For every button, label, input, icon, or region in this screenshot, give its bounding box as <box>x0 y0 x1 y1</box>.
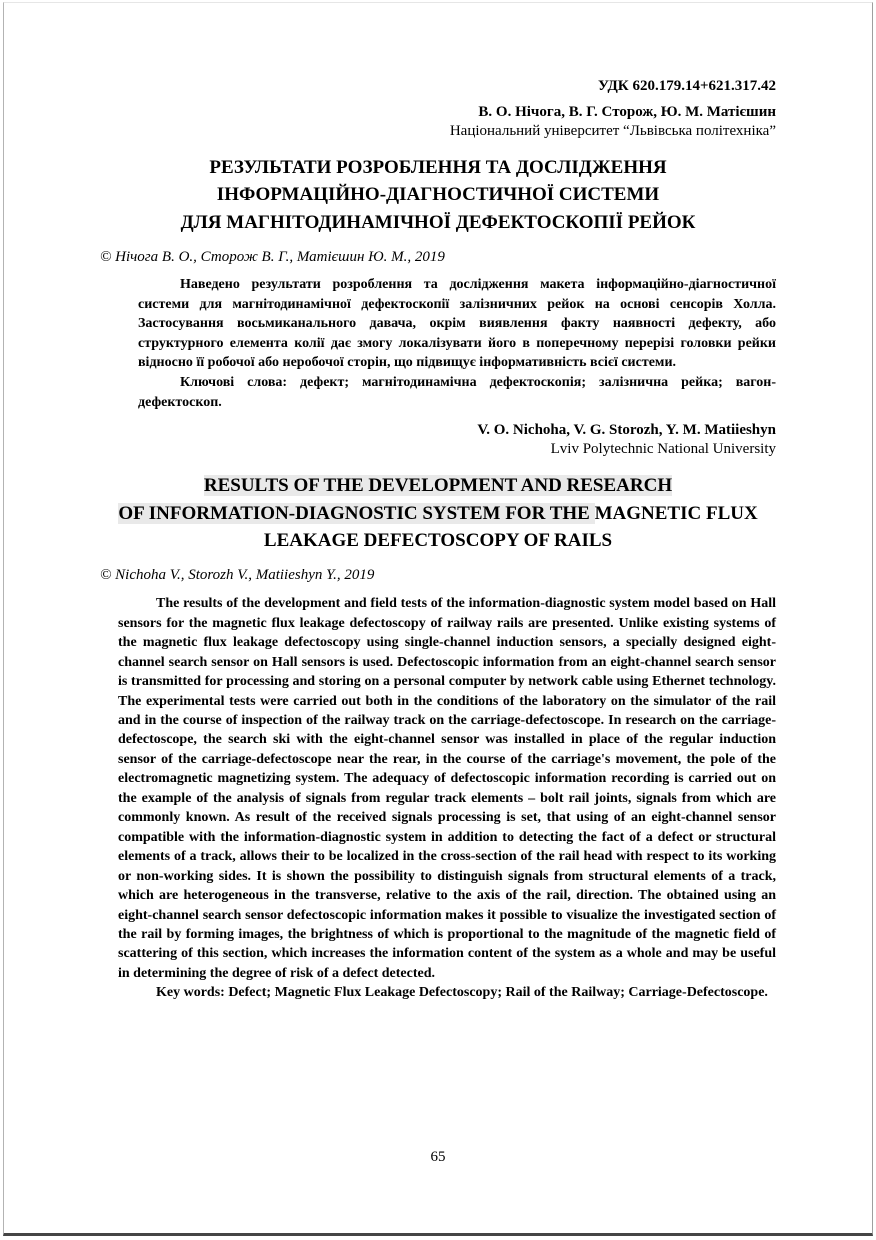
keywords-en: Key words: Defect; Magnetic Flux Leakage Defectoscopy; Rail of the Railway; Carriage-Defectoscope. <box>156 985 768 1001</box>
title-en-line1 <box>100 472 776 499</box>
title-en-line2-rest: MAGNETIC FLUX <box>594 502 758 524</box>
title-ua-line2: ІНФОРМАЦІЙНО-ДІАГНОСТИЧНОЇ СИСТЕМИ <box>216 184 660 206</box>
title-en-line2 <box>100 500 776 527</box>
article-page <box>100 78 776 1003</box>
abstract-en: The results of the development and field tests of the information-diagnostic system model based on Hall sensors for the magnetic flux leakage defectoscopy of railway rails are presented. Unlike existing systems of the magnetic flux leakage defectoscopy using single-channel induction sensors, a specially designed eight-channel search sensor on Hall sensors is used. Defectoscopic information from an eight-channel search sensor is transmitted for processing and storing on a personal computer by network cable using Ethernet technology. The experimental tests were carried out both in the conditions of the laboratory on the simulator of the rail and in the course of inspection of the railway track on the carriage-defectoscope. In research on the carriage-defectoscope, the search ski with the eight-channel sensor was installed in place of the regular induction sensor of the carriage-defectoscope near the rear, in the course of the carriage's movement, the pole of the electromagnetic magnetizing system. The adequacy of defectoscopic information recording is carried out on the example of the analysis of signals from regular track elements – bolt rail joints, signals from which are commonly known. As result of the received signals processing is set, that using of an eight-channel sensor compatible with the information-diagnostic system in addition to detecting the fact of a defect or structural elements of a track, allows their to be localized in the cross-section of the rail head with respect to its working or non-working sides. It is shown the possibility to distinguish signals from structural elements of a track, which are heterogeneous in the transverse, relative to the axis of the rail, direction. The obtained using an eight-channel search sensor defectoscopic information makes it possible to visualize the investigated section of the rail by forming images, the brightness of which is proportional to the magnitude of the magnetic field of scattering of this section, which increases the information content of the system as a whole and may be useful in determining the degree of risk of a defect detected. <box>118 596 776 981</box>
udc-code: УДК 620.179.14+621.317.42 <box>598 78 776 94</box>
affiliation-en: Lviv Polytechnic National University <box>550 441 776 458</box>
title-ua <box>100 154 776 236</box>
title-ua-line1: РЕЗУЛЬТАТИ РОЗРОБЛЕННЯ ТА ДОСЛІДЖЕННЯ <box>209 157 667 178</box>
page-number: 65 <box>430 1149 446 1165</box>
authors-ua: В. О. Нічога, В. Г. Сторож, Ю. М. Матієшин <box>478 104 776 120</box>
title-en-line1-text: RESULTS OF THE DEVELOPMENT AND RESEARCH <box>203 475 673 497</box>
keywords-ua: Ключові слова: дефект; магнітодинамічна дефектоскопія; залізнична рейка; вагон-дефектоскоп. <box>138 375 776 410</box>
copyright-ua: © Нічога В. О., Сторож В. Г., Матієшин Ю. М., 2019 <box>100 249 445 266</box>
copyright-en: © Nichoha V., Storozh V., Matiieshyn Y., 2019 <box>100 567 375 584</box>
title-ua-line3: ДЛЯ МАГНІТОДИНАМІЧНОЇ ДЕФЕКТОСКОПІЇ РЕЙОК <box>180 211 696 233</box>
abstract-ua: Наведено результати розроблення та дослідження макета інформаційно-діагностичної системи для магнітодинамічної дефектоскопії залізничних рейок на основі сенсорів Холла. Застосування восьмиканального давача, окрім виявлення факту наявності дефекту, або структурного елемента колії дає змогу локалізувати його в поперечному перерізі головки рейки відносно її робочої або неробочої сторін, що підвищує інформативність всієї системи. <box>138 277 776 371</box>
title-en-line2-highlighted: OF INFORMATION-DIAGNOSTIC SYSTEM FOR THE <box>118 502 595 524</box>
title-en-line3: LEAKAGE DEFECTOSCOPY OF RAILS <box>263 529 613 551</box>
authors-en: V. O. Nichoha, V. G. Storozh, Y. M. Matiieshyn <box>477 422 776 439</box>
affiliation-ua: Національний університет “Львівська політехніка” <box>449 123 776 139</box>
title-en <box>100 472 776 554</box>
